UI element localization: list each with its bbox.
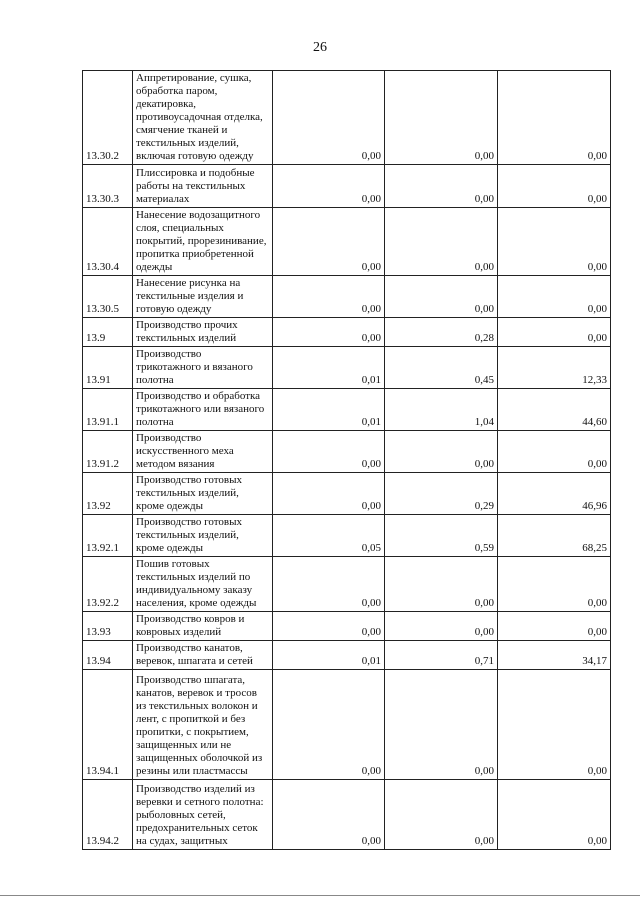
okved-code: 13.91.1	[83, 389, 133, 431]
value-col-1: 0,00	[273, 276, 385, 318]
value-col-3: 0,00	[498, 165, 611, 208]
value-col-2: 0,00	[385, 71, 498, 165]
okved-code: 13.94.2	[83, 780, 133, 850]
value-col-2: 0,00	[385, 780, 498, 850]
activity-name: Аппретирование, сушка, обработка паром, декатировка, противоусадочная отделка, смягчение тканей и текстильных изделий, включая готовую одежду	[133, 71, 273, 165]
value-col-3: 68,25	[498, 515, 611, 557]
okved-code: 13.30.5	[83, 276, 133, 318]
table-row	[83, 670, 611, 780]
value-col-3: 44,60	[498, 389, 611, 431]
value-col-2: 1,04	[385, 389, 498, 431]
table-row	[83, 557, 611, 612]
value-col-3: 0,00	[498, 670, 611, 780]
value-col-3: 12,33	[498, 347, 611, 389]
table-row	[83, 780, 611, 850]
activity-name: Производство искусственного меха методом вязания	[133, 431, 273, 473]
okved-code: 13.91.2	[83, 431, 133, 473]
value-col-1: 0,00	[273, 165, 385, 208]
table-row	[83, 431, 611, 473]
activity-name: Плиссировка и подобные работы на текстильных материалах	[133, 165, 273, 208]
value-col-3: 34,17	[498, 641, 611, 670]
table-row	[83, 473, 611, 515]
value-col-1: 0,00	[273, 208, 385, 276]
value-col-2: 0,45	[385, 347, 498, 389]
statistics-table	[82, 70, 611, 850]
table-row	[83, 641, 611, 670]
value-col-1: 0,00	[273, 557, 385, 612]
value-col-3: 0,00	[498, 318, 611, 347]
value-col-3: 0,00	[498, 431, 611, 473]
value-col-2: 0,00	[385, 670, 498, 780]
activity-name: Производство ковров и ковровых изделий	[133, 612, 273, 641]
activity-name: Производство готовых текстильных изделий, кроме одежды	[133, 473, 273, 515]
activity-name: Производство прочих текстильных изделий	[133, 318, 273, 347]
value-col-1: 0,00	[273, 612, 385, 641]
activity-name: Производство готовых текстильных изделий, кроме одежды	[133, 515, 273, 557]
value-col-2: 0,29	[385, 473, 498, 515]
okved-code: 13.30.3	[83, 165, 133, 208]
page-number: 26	[313, 40, 327, 55]
value-col-2: 0,00	[385, 208, 498, 276]
activity-name: Пошив готовых текстильных изделий по индивидуальному заказу населения, кроме одежды	[133, 557, 273, 612]
activity-name: Производство канатов, веревок, шпагата и сетей	[133, 641, 273, 670]
value-col-2: 0,59	[385, 515, 498, 557]
value-col-2: 0,00	[385, 276, 498, 318]
value-col-3: 0,00	[498, 208, 611, 276]
value-col-2: 0,28	[385, 318, 498, 347]
value-col-1: 0,00	[273, 780, 385, 850]
table-row	[83, 515, 611, 557]
value-col-2: 0,00	[385, 165, 498, 208]
table-row	[83, 276, 611, 318]
scan-edge-line	[0, 895, 640, 896]
table-row	[83, 318, 611, 347]
value-col-2: 0,00	[385, 431, 498, 473]
value-col-1: 0,00	[273, 318, 385, 347]
value-col-2: 0,00	[385, 557, 498, 612]
value-col-1: 0,00	[273, 71, 385, 165]
value-col-1: 0,01	[273, 641, 385, 670]
okved-code: 13.94.1	[83, 670, 133, 780]
activity-name: Производство изделий из веревки и сетного полотна: рыболовных сетей, предохранительных сеток на судах, защитных	[133, 780, 273, 850]
value-col-1: 0,00	[273, 473, 385, 515]
okved-code: 13.91	[83, 347, 133, 389]
table-row	[83, 347, 611, 389]
okved-code: 13.30.4	[83, 208, 133, 276]
okved-code: 13.94	[83, 641, 133, 670]
value-col-1: 0,01	[273, 347, 385, 389]
table-row	[83, 389, 611, 431]
value-col-2: 0,00	[385, 612, 498, 641]
table-row	[83, 71, 611, 165]
value-col-3: 0,00	[498, 557, 611, 612]
okved-code: 13.30.2	[83, 71, 133, 165]
value-col-1: 0,05	[273, 515, 385, 557]
value-col-1: 0,00	[273, 431, 385, 473]
value-col-1: 0,01	[273, 389, 385, 431]
activity-name: Нанесение водозащитного слоя, специальных покрытий, прорезинивание, пропитка приобретенной одежды	[133, 208, 273, 276]
activity-name: Производство и обработка трикотажного или вязаного полотна	[133, 389, 273, 431]
table-row	[83, 165, 611, 208]
value-col-3: 0,00	[498, 71, 611, 165]
table-row	[83, 208, 611, 276]
value-col-3: 0,00	[498, 612, 611, 641]
okved-code: 13.92	[83, 473, 133, 515]
table-row	[83, 612, 611, 641]
okved-code: 13.92.2	[83, 557, 133, 612]
value-col-1: 0,00	[273, 670, 385, 780]
okved-code: 13.92.1	[83, 515, 133, 557]
activity-name: Нанесение рисунка на текстильные изделия и готовую одежду	[133, 276, 273, 318]
value-col-3: 0,00	[498, 276, 611, 318]
okved-code: 13.9	[83, 318, 133, 347]
activity-name: Производство шпагата, канатов, веревок и тросов из текстильных волокон и лент, с пропиткой и без пропитки, с покрытием, защищенных или не защищенных оболочкой из резины или пластмассы	[133, 670, 273, 780]
value-col-2: 0,71	[385, 641, 498, 670]
value-col-3: 0,00	[498, 780, 611, 850]
okved-code: 13.93	[83, 612, 133, 641]
value-col-3: 46,96	[498, 473, 611, 515]
activity-name: Производство трикотажного и вязаного полотна	[133, 347, 273, 389]
